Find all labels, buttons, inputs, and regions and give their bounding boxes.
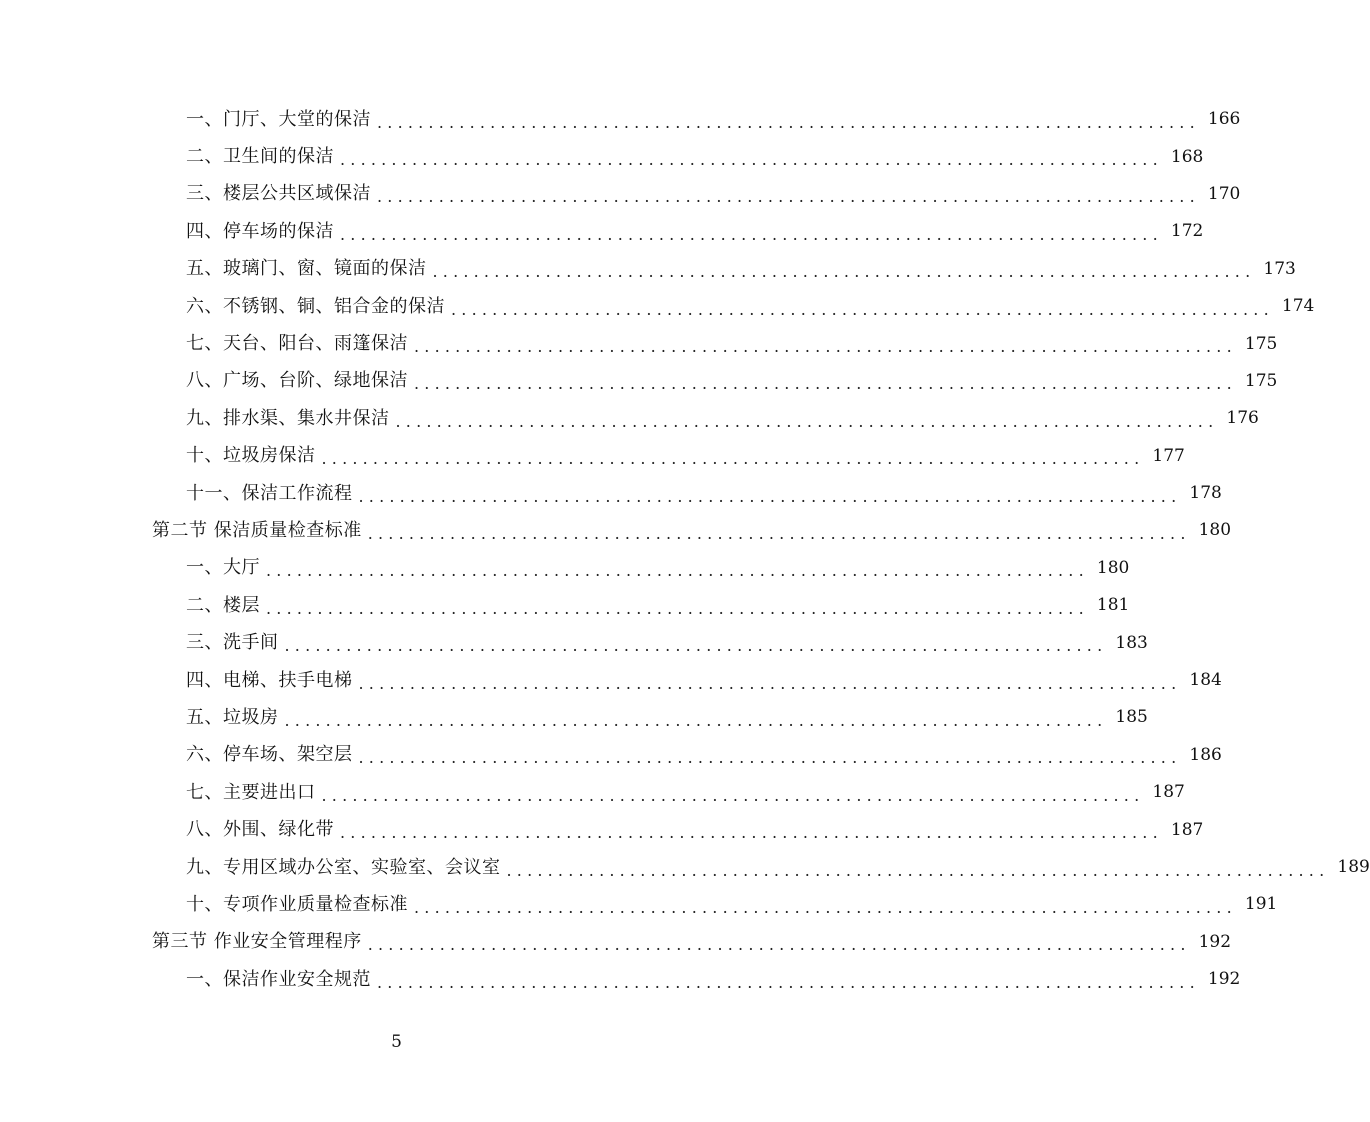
toc-entry[interactable] — [0, 550, 1130, 587]
toc-entry[interactable] — [0, 662, 1222, 699]
toc-leader-dots: ................................................................................ — [367, 935, 1191, 955]
toc-leader-dots: ................................................................................ — [340, 150, 1163, 170]
toc-entry-page: 187 — [1170, 819, 1204, 840]
toc-entry-page: 180 — [1198, 520, 1232, 541]
toc-entry-title: 三、洗手间 — [186, 632, 279, 654]
toc-entry[interactable] — [0, 849, 1370, 886]
toc-entry-page: 176 — [1226, 408, 1259, 429]
toc-entry-page: 178 — [1189, 483, 1222, 504]
toc-entry-title: 一、门厅、大堂的保洁 — [186, 108, 371, 130]
toc-leader-dots: ................................................................................ — [377, 112, 1200, 132]
toc-leader-dots: ................................................................................ — [266, 561, 1089, 581]
toc-entry-title: 九、专用区域办公室、实验室、会议室 — [186, 856, 501, 878]
toc-entry-page: 180 — [1096, 557, 1130, 578]
toc-leader-dots: ................................................................................ — [284, 710, 1108, 730]
toc-entry-title: 四、电梯、扶手电梯 — [186, 669, 353, 691]
toc-leader-dots: ................................................................................ — [414, 374, 1237, 394]
toc-entry[interactable] — [0, 587, 1130, 624]
toc-entry[interactable] — [0, 288, 1315, 325]
toc-entry[interactable] — [0, 251, 1296, 288]
toc-entry-page: 184 — [1189, 670, 1222, 691]
toc-leader-dots: ................................................................................ — [414, 897, 1237, 917]
toc-leader-dots: ................................................................................ — [506, 860, 1330, 880]
toc-entry-page: 175 — [1244, 333, 1278, 354]
toc-leader-dots: ................................................................................ — [340, 823, 1163, 843]
toc-entry-page: 187 — [1152, 782, 1185, 803]
page-number: 5 — [391, 1032, 402, 1052]
toc-leader-dots: ................................................................................ — [432, 262, 1256, 282]
toc-entry-page: 174 — [1281, 296, 1315, 317]
toc-section-entry[interactable] — [0, 924, 1232, 961]
toc-entry-title: 七、主要进出口 — [186, 781, 316, 803]
toc-entry-page: 170 — [1207, 183, 1241, 204]
toc-leader-dots: ................................................................................ — [367, 523, 1191, 543]
toc-leader-dots: ................................................................................ — [358, 673, 1182, 693]
toc-entry-page: 192 — [1198, 931, 1232, 952]
toc-entry[interactable] — [0, 138, 1204, 175]
toc-entry-title: 二、楼层 — [186, 594, 260, 616]
table-of-contents — [0, 101, 1370, 998]
toc-entry-title: 九、排水渠、集水井保洁 — [186, 407, 390, 429]
toc-entry-page: 173 — [1263, 258, 1296, 279]
toc-entry-title: 五、玻璃门、窗、镜面的保洁 — [186, 258, 427, 280]
toc-entry[interactable] — [0, 363, 1278, 400]
toc-entry-title: 六、停车场、架空层 — [186, 744, 353, 766]
toc-entry-page: 181 — [1096, 595, 1130, 616]
toc-entry[interactable] — [0, 101, 1241, 138]
toc-entry[interactable] — [0, 176, 1241, 213]
toc-entry-page: 177 — [1152, 445, 1185, 466]
toc-leader-dots: ................................................................................ — [358, 748, 1182, 768]
toc-entry[interactable] — [0, 325, 1278, 362]
toc-entry-title: 第三节 作业安全管理程序 — [152, 931, 362, 953]
toc-entry-page: 168 — [1170, 146, 1204, 167]
toc-entry[interactable] — [0, 699, 1148, 736]
toc-entry[interactable] — [0, 400, 1259, 437]
toc-entry[interactable] — [0, 475, 1222, 512]
toc-entry-title: 六、不锈钢、铜、铝合金的保洁 — [186, 295, 445, 317]
toc-entry[interactable] — [0, 737, 1222, 774]
toc-leader-dots: ................................................................................ — [266, 598, 1089, 618]
toc-section-entry[interactable] — [0, 512, 1232, 549]
toc-entry[interactable] — [0, 886, 1278, 923]
toc-entry-page: 192 — [1207, 969, 1241, 990]
toc-leader-dots: ................................................................................ — [284, 636, 1108, 656]
toc-entry-title: 四、停车场的保洁 — [186, 220, 334, 242]
toc-entry-page: 175 — [1244, 370, 1278, 391]
toc-leader-dots: ................................................................................ — [321, 449, 1145, 469]
toc-entry-page: 183 — [1115, 632, 1148, 653]
toc-entry-title: 一、保洁作业安全规范 — [186, 968, 371, 990]
toc-entry[interactable] — [0, 438, 1185, 475]
toc-entry-title: 三、楼层公共区域保洁 — [186, 183, 371, 205]
toc-entry-title: 五、垃圾房 — [186, 706, 279, 728]
toc-leader-dots: ................................................................................ — [377, 187, 1200, 207]
toc-entry-title: 十、垃圾房保洁 — [186, 445, 316, 467]
toc-entry[interactable] — [0, 624, 1148, 661]
toc-entry[interactable] — [0, 774, 1185, 811]
toc-leader-dots: ................................................................................ — [414, 337, 1237, 357]
toc-leader-dots: ................................................................................ — [451, 299, 1274, 319]
toc-entry-title: 七、天台、阳台、雨篷保洁 — [186, 333, 408, 355]
toc-entry[interactable] — [0, 213, 1204, 250]
toc-entry-title: 十一、保洁工作流程 — [186, 482, 353, 504]
toc-leader-dots: ................................................................................ — [377, 972, 1200, 992]
toc-leader-dots: ................................................................................ — [321, 785, 1145, 805]
toc-entry-page: 185 — [1115, 707, 1148, 728]
toc-entry-title: 一、大厅 — [186, 557, 260, 579]
toc-entry-title: 八、广场、台阶、绿地保洁 — [186, 370, 408, 392]
toc-leader-dots: ................................................................................ — [340, 224, 1163, 244]
toc-entry-page: 191 — [1244, 894, 1278, 915]
toc-entry-title: 二、卫生间的保洁 — [186, 146, 334, 168]
toc-leader-dots: ................................................................................ — [395, 411, 1219, 431]
toc-entry[interactable] — [0, 811, 1204, 848]
toc-entry-page: 189 — [1337, 857, 1370, 877]
toc-entry-title: 十、专项作业质量检查标准 — [186, 893, 408, 915]
toc-entry-page: 172 — [1170, 221, 1204, 242]
toc-entry-page: 166 — [1207, 109, 1241, 130]
toc-entry-title: 第二节 保洁质量检查标准 — [152, 519, 362, 541]
toc-leader-dots: ................................................................................ — [358, 486, 1182, 506]
toc-entry-title: 八、外围、绿化带 — [186, 819, 334, 841]
toc-entry-page: 186 — [1189, 744, 1222, 765]
toc-entry[interactable] — [0, 961, 1241, 998]
